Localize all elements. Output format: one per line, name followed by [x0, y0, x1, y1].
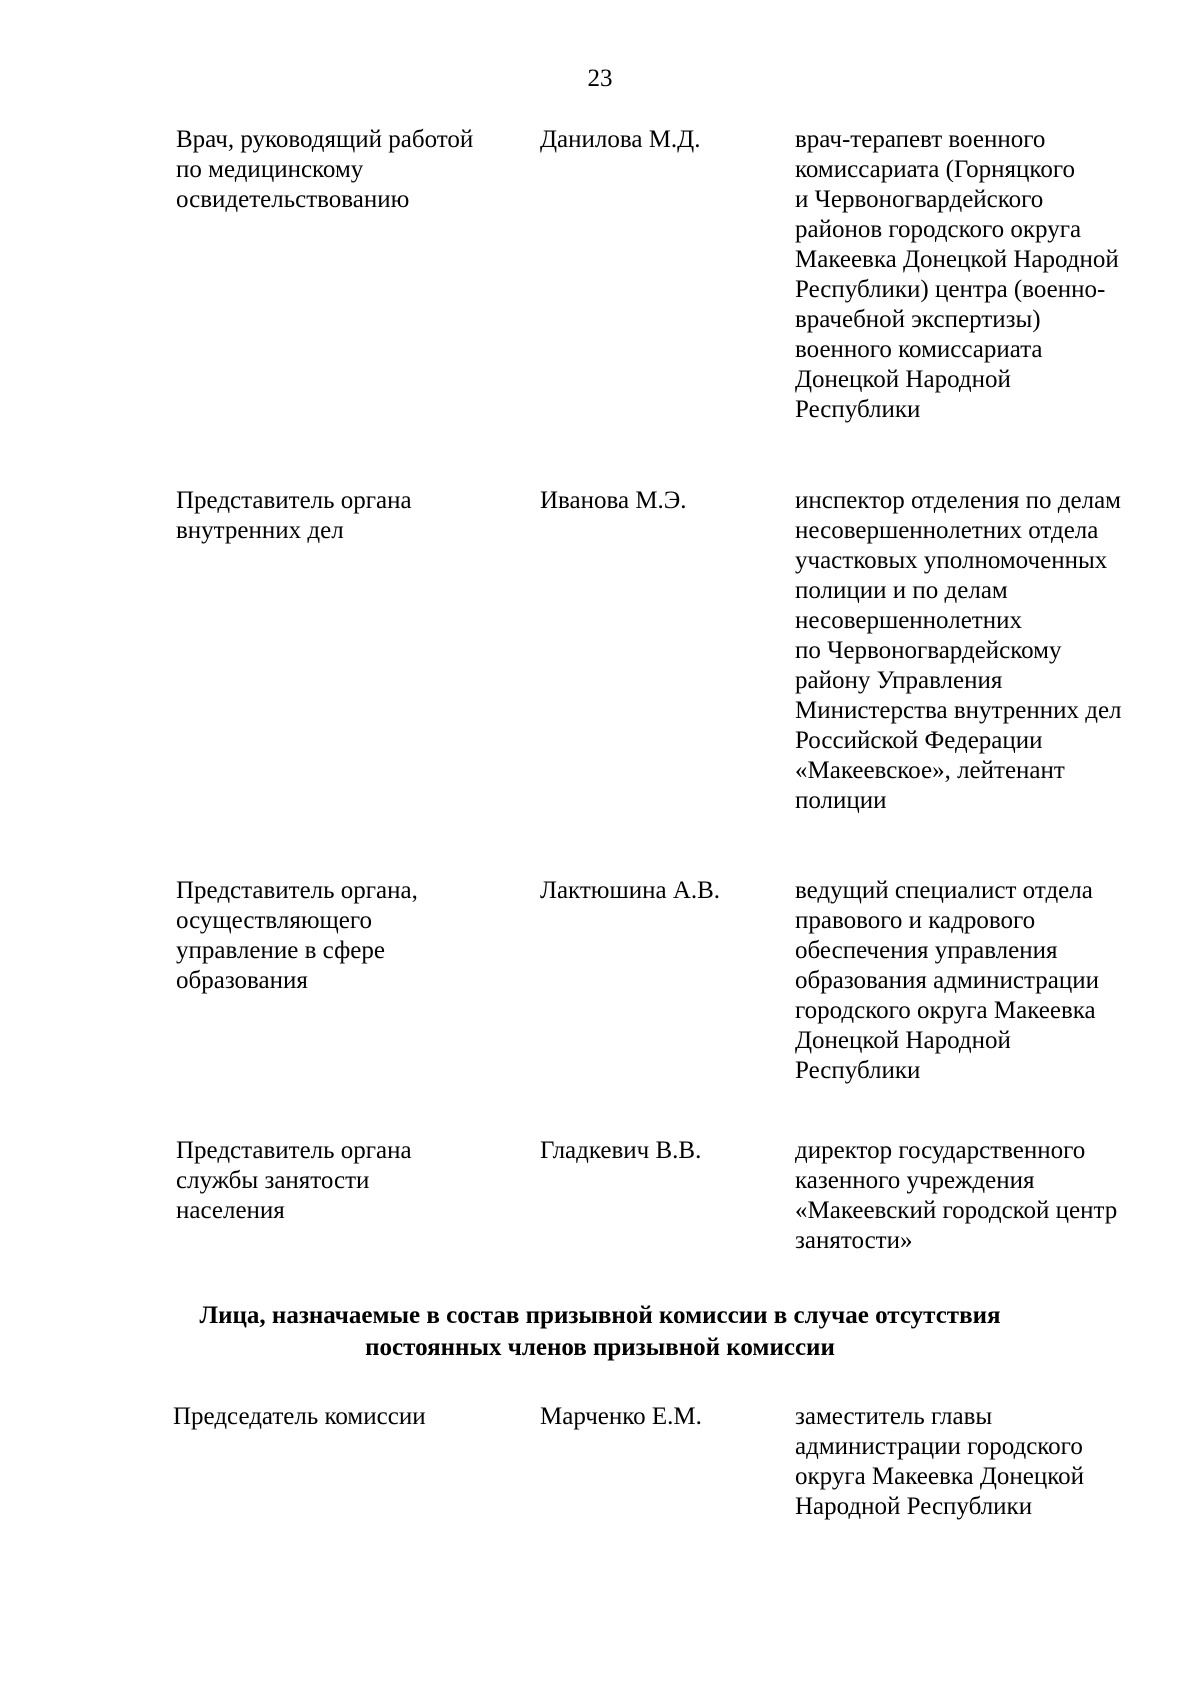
member-description-line: директор государственного: [795, 1137, 1086, 1164]
member-name-text: Данилова М.Д.: [540, 126, 701, 153]
member-description-line: Донецкой Народной: [795, 1027, 1011, 1054]
member-role-line: Врач, руководящий работой: [176, 126, 474, 153]
member-role: [173, 1402, 543, 1432]
member-description-line: несовершеннолетних отдела: [795, 517, 1099, 544]
member-description-line: Донецкой Народной: [795, 366, 1011, 393]
member-role-line: по медицинскому: [176, 156, 364, 183]
member-description-line: полиции и по делам: [795, 577, 1008, 604]
member-description: [795, 125, 1180, 425]
member-description-line: заместитель главы: [795, 1403, 993, 1430]
member-description-line: району Управления: [795, 667, 1003, 694]
member-description-line: полиции: [795, 787, 887, 814]
member-name-text: Иванова М.Э.: [540, 487, 687, 514]
member-description-line: врачебной экспертизы): [795, 306, 1041, 333]
member-description-line: участковых уполномоченных: [795, 547, 1108, 574]
member-role-line: населения: [176, 1197, 285, 1224]
member-name: [540, 1136, 770, 1166]
member-description-line: округа Макеевка Донецкой: [795, 1463, 1085, 1490]
member-description-line: Республики: [795, 1057, 921, 1084]
member-description-line: «Макеевский городской центр: [795, 1197, 1118, 1224]
member-name: [540, 1402, 770, 1432]
section-heading: [0, 1300, 1200, 1364]
member-description-line: районов городского округа: [795, 216, 1082, 243]
section-heading-line: Лица, назначаемые в состав призывной комиссии в случае отсутствия: [199, 1302, 1001, 1329]
member-name: [540, 486, 770, 516]
member-description-line: по Червоногвардейскому: [795, 637, 1062, 664]
member-description-line: врач-терапевт военного: [795, 126, 1046, 153]
member-description-line: инспектор отделения по делам: [795, 487, 1121, 514]
member-description-line: образования администрации: [795, 967, 1099, 994]
member-role: [176, 486, 546, 546]
section-heading-line: постоянных членов призывной комиссии: [365, 1334, 835, 1361]
member-description-line: «Макеевское», лейтенант: [795, 757, 1065, 784]
member-role-line: управление в сфере: [176, 937, 385, 964]
member-name: [540, 876, 770, 906]
member-role-line: Представитель органа: [176, 487, 412, 514]
member-description-line: администрации городского: [795, 1433, 1083, 1460]
member-role: [176, 876, 546, 996]
member-role-line: внутренних дел: [176, 517, 344, 544]
member-description-line: Республики: [795, 396, 921, 423]
member-description-line: обеспечения управления: [795, 937, 1058, 964]
member-role: [176, 1136, 546, 1226]
member-role-line: Представитель органа,: [176, 877, 418, 904]
member-name: [540, 125, 770, 155]
member-description-line: Республики) центра (военно-: [795, 276, 1106, 303]
member-role-line: службы занятости: [176, 1167, 370, 1194]
member-description: [795, 1402, 1180, 1522]
member-description-line: ведущий специалист отдела: [795, 877, 1093, 904]
member-role: [176, 125, 546, 215]
member-description-line: несовершеннолетних: [795, 607, 1022, 634]
member-role-line: Председатель комиссии: [173, 1403, 426, 1430]
member-description-line: комиссариата (Горняцкого: [795, 156, 1075, 183]
member-description: [795, 486, 1180, 816]
member-description-line: городского округа Макеевка: [795, 997, 1096, 1024]
member-description-line: казенного учреждения: [795, 1167, 1035, 1194]
page-number: 23: [587, 65, 613, 92]
member-description-line: правового и кадрового: [795, 907, 1036, 934]
member-description-line: Макеевка Донецкой Народной: [795, 246, 1119, 273]
member-name-text: Гладкевич В.В.: [540, 1137, 702, 1164]
member-description-line: Народной Республики: [795, 1493, 1033, 1520]
member-description: [795, 1136, 1180, 1256]
member-name-text: Лактюшина А.В.: [540, 877, 721, 904]
member-role-line: образования: [176, 967, 308, 994]
member-description-line: занятости»: [795, 1227, 913, 1254]
member-role-line: Представитель органа: [176, 1137, 412, 1164]
member-name-text: Марченко Е.М.: [540, 1403, 702, 1430]
member-description-line: военного комиссариата: [795, 336, 1043, 363]
member-description: [795, 876, 1180, 1086]
member-role-line: освидетельствованию: [176, 186, 410, 213]
member-description-line: Российской Федерации: [795, 727, 1043, 754]
member-description-line: и Червоногвардейского: [795, 186, 1044, 213]
member-description-line: Министерства внутренних дел: [795, 697, 1122, 724]
member-role-line: осуществляющего: [176, 907, 372, 934]
